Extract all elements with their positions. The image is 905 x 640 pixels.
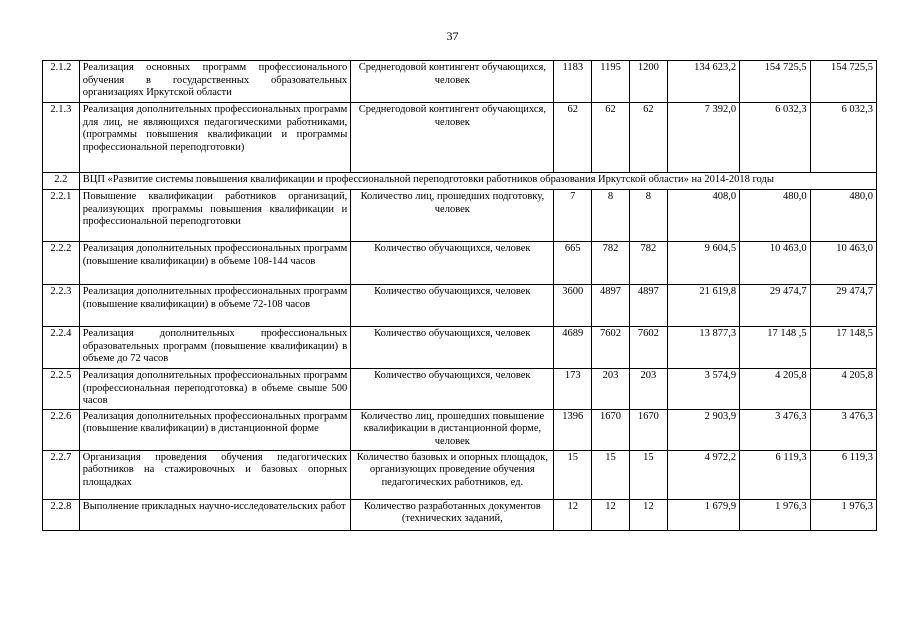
table-row [43, 190, 877, 242]
funding-value-2: 4 205,8 [740, 369, 810, 410]
funding-value-3: 17 148,5 [810, 327, 876, 369]
funding-value-2: 29 474,7 [740, 285, 810, 327]
funding-value-2: 6 032,3 [740, 103, 810, 173]
indicator-value-3: 7602 [629, 327, 667, 369]
table-row [43, 499, 877, 530]
funding-value-3: 4 205,8 [810, 369, 876, 410]
row-number: 2.2.5 [43, 369, 80, 410]
funding-value-1: 134 623,2 [667, 61, 739, 103]
indicator-value-2: 8 [592, 190, 630, 242]
section-row [43, 173, 877, 190]
program-name: Реализация дополнительных профессиональных программ (повышение квалификации) в объеме 108-144 часов [79, 242, 351, 285]
funding-value-3: 29 474,7 [810, 285, 876, 327]
program-name: Организация проведения обучения педагогических работников на стажировочных и базовых опорных площадках [79, 450, 351, 499]
row-number: 2.2.3 [43, 285, 80, 327]
indicator-value-2: 203 [592, 369, 630, 410]
indicator-value-1: 4689 [554, 327, 592, 369]
program-name: Реализация дополнительных профессиональных образовательных программ (повышение квалификации) в объеме до 72 часов [79, 327, 351, 369]
row-number: 2.1.2 [43, 61, 80, 103]
indicator-name: Количество обучающихся, человек [351, 369, 554, 410]
indicator-name: Количество разработанных документов (технических заданий, [351, 499, 554, 530]
indicator-value-3: 4897 [629, 285, 667, 327]
row-number: 2.2.7 [43, 450, 80, 499]
indicator-value-1: 3600 [554, 285, 592, 327]
indicator-value-2: 1195 [592, 61, 630, 103]
funding-value-2: 10 463,0 [740, 242, 810, 285]
indicator-name: Количество обучающихся, человек [351, 285, 554, 327]
indicator-value-2: 62 [592, 103, 630, 173]
row-number: 2.2.1 [43, 190, 80, 242]
funding-value-3: 3 476,3 [810, 409, 876, 450]
program-name: Повышение квалификации работников организаций, реализующих программы повышения квалификации и профессиональной переподготовки [79, 190, 351, 242]
funding-value-1: 9 604,5 [667, 242, 739, 285]
indicator-value-3: 8 [629, 190, 667, 242]
funding-value-3: 6 119,3 [810, 450, 876, 499]
indicator-name: Количество обучающихся, человек [351, 327, 554, 369]
table-row [43, 450, 877, 499]
indicator-name: Количество обучающихся, человек [351, 242, 554, 285]
funding-value-2: 3 476,3 [740, 409, 810, 450]
funding-value-1: 408,0 [667, 190, 739, 242]
funding-value-1: 2 903,9 [667, 409, 739, 450]
indicator-value-3: 782 [629, 242, 667, 285]
row-number: 2.2.8 [43, 499, 80, 530]
row-number: 2.2.4 [43, 327, 80, 369]
funding-value-1: 1 679,9 [667, 499, 739, 530]
indicator-value-1: 12 [554, 499, 592, 530]
funding-value-2: 1 976,3 [740, 499, 810, 530]
program-name: Реализация дополнительных профессиональных программ (повышение квалификации) в дистанционной форме [79, 409, 351, 450]
indicator-name: Среднегодовой контингент обучающихся, человек [351, 61, 554, 103]
table-row [43, 409, 877, 450]
funding-value-2: 6 119,3 [740, 450, 810, 499]
indicator-value-3: 1200 [629, 61, 667, 103]
indicator-value-2: 782 [592, 242, 630, 285]
funding-value-1: 4 972,2 [667, 450, 739, 499]
funding-value-3: 480,0 [810, 190, 876, 242]
funding-value-3: 6 032,3 [810, 103, 876, 173]
indicator-value-3: 1670 [629, 409, 667, 450]
indicator-name: Среднегодовой контингент обучающихся, человек [351, 103, 554, 173]
funding-value-1: 7 392,0 [667, 103, 739, 173]
funding-value-1: 13 877,3 [667, 327, 739, 369]
indicator-value-2: 7602 [592, 327, 630, 369]
program-name: Реализация дополнительных профессиональных программ (профессиональная переподготовка) в объеме свыше 500 часов [79, 369, 351, 410]
indicator-value-2: 1670 [592, 409, 630, 450]
indicator-value-3: 12 [629, 499, 667, 530]
indicator-value-2: 4897 [592, 285, 630, 327]
indicator-value-1: 62 [554, 103, 592, 173]
row-number: 2.1.3 [43, 103, 80, 173]
funding-value-3: 1 976,3 [810, 499, 876, 530]
indicator-value-3: 203 [629, 369, 667, 410]
indicator-value-1: 1396 [554, 409, 592, 450]
row-number: 2.2.2 [43, 242, 80, 285]
section-number: 2.2 [43, 173, 80, 190]
table-row [43, 61, 877, 103]
indicator-value-2: 12 [592, 499, 630, 530]
table-row [43, 369, 877, 410]
program-name: Выполнение прикладных научно-исследовательских работ [79, 499, 351, 530]
indicator-value-2: 15 [592, 450, 630, 499]
program-name: Реализация дополнительных профессиональных программ (повышение квалификации) в объеме 72-108 часов [79, 285, 351, 327]
table-row [43, 327, 877, 369]
funding-value-2: 154 725,5 [740, 61, 810, 103]
funding-value-2: 480,0 [740, 190, 810, 242]
indicator-value-1: 7 [554, 190, 592, 242]
indicator-name: Количество лиц, прошедших подготовку, человек [351, 190, 554, 242]
funding-value-1: 21 619,8 [667, 285, 739, 327]
funding-value-1: 3 574,9 [667, 369, 739, 410]
indicator-name: Количество лиц, прошедших повышение квалификации в дистанционной форме, человек [351, 409, 554, 450]
funding-value-3: 154 725,5 [810, 61, 876, 103]
indicator-value-1: 665 [554, 242, 592, 285]
table-row [43, 103, 877, 173]
program-table [42, 60, 877, 531]
table-row [43, 242, 877, 285]
program-name: Реализация основных программ профессионального обучения в государственных образовательных организациях Иркутской области [79, 61, 351, 103]
table-row [43, 285, 877, 327]
indicator-value-3: 62 [629, 103, 667, 173]
row-number: 2.2.6 [43, 409, 80, 450]
program-name: Реализация дополнительных профессиональных программ для лиц, не являющихся педагогическими работниками, (программы повышения квалификации и программы профессиональной переподготовки) [79, 103, 351, 173]
funding-value-2: 17 148 ,5 [740, 327, 810, 369]
funding-value-3: 10 463,0 [810, 242, 876, 285]
indicator-value-3: 15 [629, 450, 667, 499]
indicator-value-1: 173 [554, 369, 592, 410]
section-title: ВЦП «Развитие системы повышения квалификации и профессиональной переподготовки работников образования Иркутской области» на 2014-2018 годы [79, 173, 876, 190]
indicator-name: Количество базовых и опорных площадок, организующих проведение обучения педагогических работников, ед. [351, 450, 554, 499]
indicator-value-1: 1183 [554, 61, 592, 103]
indicator-value-1: 15 [554, 450, 592, 499]
page-number: 37 [446, 29, 459, 43]
